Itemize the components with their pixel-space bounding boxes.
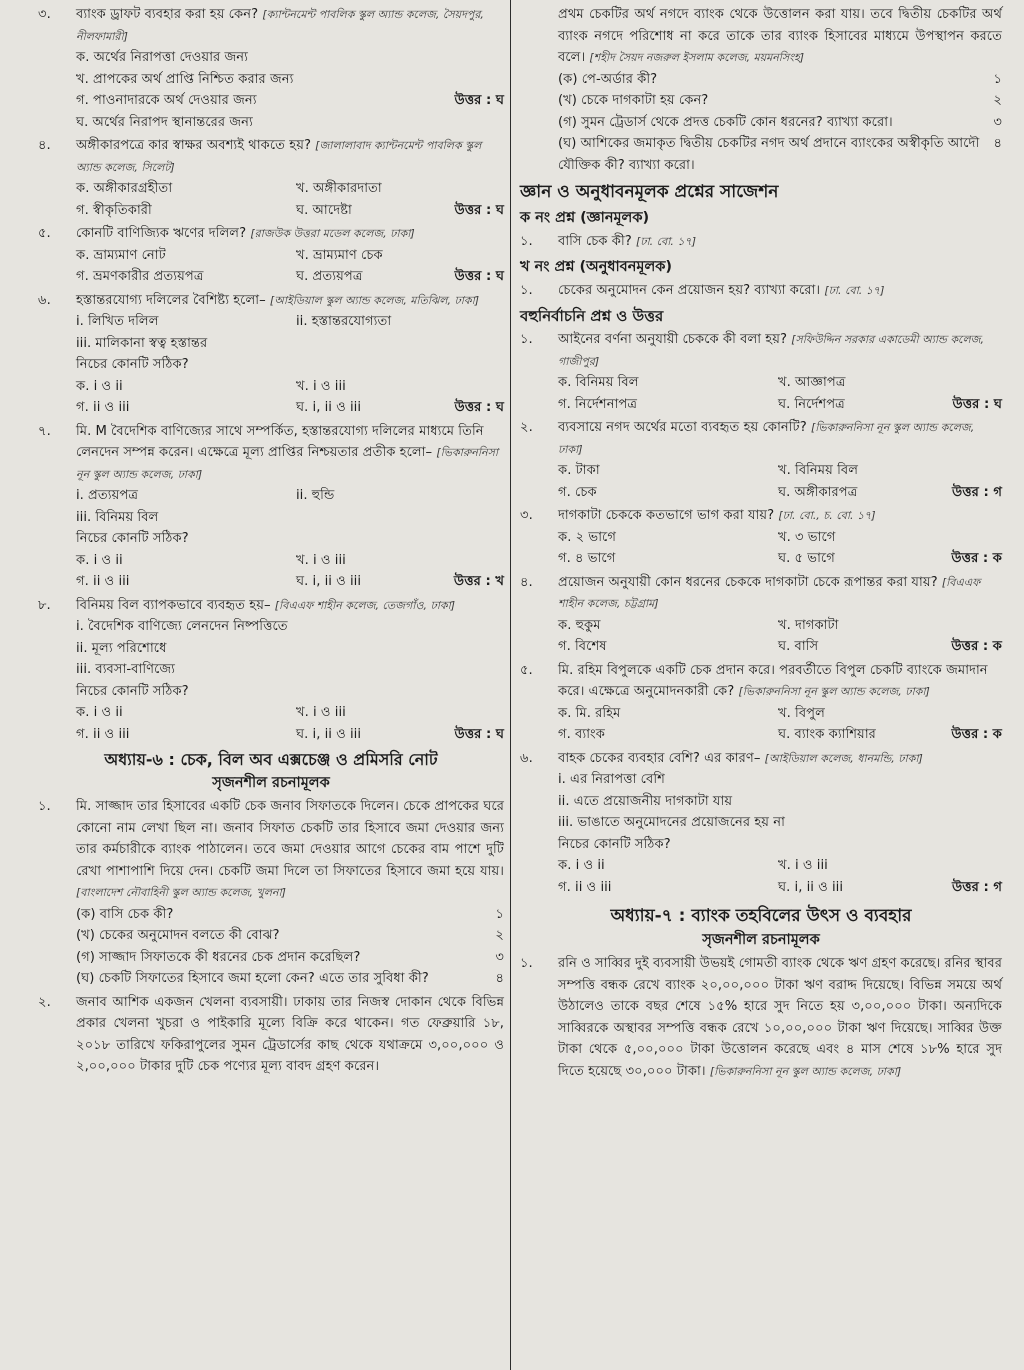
question-number: ১.	[520, 234, 533, 249]
option: খ. প্রাপকের অর্থ প্রাপ্তি নিশ্চিত করার জন্য	[76, 71, 294, 87]
question-number: ৮.	[38, 597, 51, 613]
option: গ. ভ্রমণকারীর প্রত্যয়পত্র	[76, 269, 204, 284]
option: ক. টাকা	[558, 463, 600, 478]
question-text: প্রয়োজন অনুযায়ী কোন ধরনের চেককে দাগকাটা চেকে রূপান্তর করা যায়?	[558, 574, 938, 590]
question-text: দাগকাটা চেককে কতভাগে ভাগ করা যায়?	[558, 508, 775, 523]
option: ঘ. নির্দেশপত্র	[778, 396, 845, 412]
option: ক. হুকুম	[558, 617, 601, 633]
sub-question	[558, 112, 1002, 134]
option: ঘ. i, ii ও iii	[778, 879, 843, 895]
question-number: ১.	[520, 283, 533, 298]
answer: উত্তর : ক	[951, 639, 1002, 654]
option: খ. i ও iii	[296, 552, 346, 568]
sub-question	[558, 133, 1002, 176]
source-note: [ঢা. বো. ১৭]	[824, 284, 885, 297]
source-note: [বিএএফ শাহীন কলেজ, চট্টগ্রাম]	[558, 575, 981, 610]
statement: iii. মালিকানা স্বত্ব হস্তান্তর	[76, 335, 208, 351]
option: ঘ. i, ii ও iii	[296, 726, 361, 742]
option: ঘ. i, ii ও iii	[296, 400, 361, 415]
chapter-6-subtitle: সৃজনশীল রচনামূলক	[212, 774, 330, 791]
stem-text	[558, 953, 1002, 1082]
marks: ৩	[993, 114, 1002, 130]
option: ক. i ও ii	[76, 552, 123, 568]
mcq-8	[38, 595, 504, 746]
question-number: ১.	[520, 956, 533, 971]
source-note: [বাংলাদেশ নৌবাহিনী স্কুল অ্যান্ড কলেজ, খুলনা]	[76, 886, 286, 899]
question-number: ১.	[520, 332, 533, 347]
sub-question-text: (খ) চেকে দাগকাটা হয় কেন?	[558, 93, 709, 108]
statement: ii. হুন্ডি	[296, 488, 335, 503]
statement: ii. মূল্য পরিশোধে	[76, 640, 167, 656]
option: ক. অর্থের নিরাপত্তা দেওয়ার জন্য	[76, 50, 248, 65]
question-text: হস্তান্তরযোগ্য দলিলের বৈশিষ্ট্য হলো–	[76, 292, 266, 308]
sub-question	[76, 925, 504, 947]
option: খ. i ও iii	[296, 378, 346, 394]
marks: ২	[495, 928, 504, 943]
question-number: ২.	[520, 420, 533, 435]
option: ঘ. প্রত্যয়পত্র	[296, 269, 363, 284]
answer: উত্তর : ঘ	[454, 726, 504, 742]
option: গ. ii ও iii	[76, 400, 130, 415]
marks: ১	[495, 906, 504, 922]
answer: উত্তর : ঘ	[454, 93, 504, 108]
sub-question-text: (খ) চেকের অনুমোদন বলতে কী বোঝ?	[76, 928, 280, 943]
statement: ii. হস্তান্তরযোগ্যতা	[296, 314, 392, 329]
option: ঘ. ৫ ভাগে	[778, 551, 835, 566]
source-note: [শহীদ সৈয়দ নজরুল ইসলাম কলেজ, ময়মনসিংহ]	[589, 51, 805, 64]
mcq-r2	[520, 417, 1002, 503]
question-number: ২.	[38, 994, 51, 1010]
question-text: মি. রহিম বিপুলকে একটি চেক প্রদান করে। পরবর্তীতে বিপুল চেকটি ব্যাংকে জমাদান করে। এক্ষেত্রে অনুমোদনকারী কে?	[558, 662, 988, 699]
option: গ. ii ও iii	[76, 574, 130, 589]
question-number: ৪.	[520, 574, 533, 590]
question-text: আইনের বর্ণনা অনুযায়ী চেককে কী বলা হয়?	[558, 332, 787, 347]
option: ঘ. আদেষ্টা	[296, 202, 352, 218]
mcq-7	[38, 421, 504, 593]
option: খ. দাগকাটা	[778, 617, 839, 633]
sub-question-text: (ক) বাসি চেক কী?	[76, 906, 174, 922]
option: খ. বিনিময় বিল	[778, 463, 859, 478]
stem-text	[76, 796, 504, 904]
option: খ. ৩ ভাগে	[778, 529, 836, 545]
source-note: [জালালাবাদ ক্যান্টনমেন্ট পাবলিক স্কুল অ্যান্ড কলেজ, সিলেট]	[76, 139, 482, 174]
question-ask: নিচের কোনটি সঠিক?	[76, 683, 189, 699]
option: ক. i ও ii	[76, 378, 123, 394]
option: ক. i ও ii	[558, 858, 605, 873]
marks: ৪	[993, 136, 1002, 151]
sub-question	[76, 947, 504, 969]
option: ক. ভ্রাম্যমাণ নোট	[76, 247, 166, 263]
option: গ. বিশেষ	[558, 639, 607, 654]
question-text: অঙ্গীকারপত্রে কার স্বাক্ষর অবশ্যই থাকতে হয়?	[76, 138, 311, 153]
creative-question-ch7-1	[520, 953, 1002, 1082]
marks: ৪	[495, 971, 504, 986]
option: ঘ. অর্থের নিরাপদ স্থানান্তরের জন্য	[76, 114, 253, 130]
mcq-r6	[520, 748, 1002, 899]
option: গ. স্বীকৃতিকারী	[76, 202, 152, 218]
question-number: ১.	[38, 799, 51, 814]
source-note: [ঢা. বো. ১৭]	[635, 235, 696, 248]
statement: i. বৈদেশিক বাণিজ্যে লেনদেন নিষ্পত্তিতে	[76, 619, 288, 634]
question-text: বিনিময় বিল ব্যাপকভাবে ব্যবহৃত হয়–	[76, 597, 271, 613]
question-number: ৭.	[38, 423, 51, 439]
option: ক. মি. রহিম	[558, 705, 621, 721]
source-note: [ভিকারুননিসা নূন স্কুল অ্যান্ড কলেজ, ঢাকা]	[558, 421, 975, 456]
answer: উত্তর : ক	[951, 727, 1002, 742]
stem-paragraph: রনি ও সাব্বির দুই ব্যবসায়ী উভয়ই গোমতী ব্যাংক থেকে ঋণ গ্রহণ করেছে। রনির স্থাবর সম্পত্তি বন্ধক রেখে ব্যাংক ২০,০০,০০০ টাকা ঋণ বরাদ্দ দিয়েছে। বিভিন্ন সময়ে অর্থ উঠালেও তাকে বছর শেষে ১৫% হারে সুদ নিতে হয় ৩,০০,০০০ টাকা। অন্যদিকে সাব্বিরকে অস্থাবর সম্পত্তি বন্ধক রেখে ১০,০০,০০০ টাকা ঋণ দিয়েছে। সাব্বির উক্ত টাকা থেকে ৫,০০,০০০ টাকা উত্তোলন করেছে এবং ৪ মাস শেষে ১৮% হারে সুদ দিতে হয়েছে ৩০,০০০ টাকা।	[558, 956, 1002, 1079]
source-note: [ক্যান্টনমেন্ট পাবলিক স্কুল অ্যান্ড কলেজ, সৈয়দপুর, নীলফামারী]	[76, 8, 484, 43]
statement: ii. এতে প্রয়োজনীয় দাগকাটা যায়	[558, 793, 733, 809]
option: খ. অঙ্গীকারদাতা	[296, 181, 382, 196]
question-text: মি. M বৈদেশিক বাণিজ্যের সাথে সম্পর্কিত, হস্তান্তরযোগ্য দলিলের মাধ্যমে তিনি লেনদেন সম্পন্ন করেন। এক্ষেত্রে মূল্য প্রাপ্তির নিশ্চয়তার প্রতীক হলো–	[76, 423, 484, 460]
option: ঘ. অঙ্গীকারপত্র	[778, 484, 858, 500]
mcq-6	[38, 290, 504, 419]
sub-question	[558, 69, 1002, 91]
source-note: [রাজউক উত্তরা মডেল কলেজ, ঢাকা]	[250, 227, 415, 240]
question-number: ৪.	[38, 138, 51, 153]
option: গ. চেক	[558, 484, 597, 500]
source-note: [ভিকারুননিসা নূন স্কুল অ্যান্ড কলেজ, ঢাকা]	[738, 685, 930, 698]
stem-text	[558, 4, 1002, 69]
option: ক. অঙ্গীকারগ্রহীতা	[76, 181, 173, 196]
option: গ. পাওনাদারকে অর্থ দেওয়ার জন্য	[76, 93, 257, 108]
right-column	[520, 4, 1002, 1084]
mcq-r1	[520, 329, 1002, 415]
sub-question-text: (ঘ) চেকটি সিফাতের হিসাবে জমা হলো কেন? এতে তার সুবিধা কী?	[76, 971, 429, 986]
sub-question	[76, 968, 504, 990]
statement: iii. বিনিময় বিল	[76, 509, 159, 525]
question-text: ব্যবসায়ে নগদ অর্থের মতো ব্যবহৃত হয় কোনটি?	[558, 420, 807, 435]
sub-question	[558, 90, 1002, 112]
option: গ. ii ও iii	[76, 726, 130, 742]
knowledge-question-heading: ক নং প্রশ্ন (জ্ঞানমূলক)	[520, 209, 650, 226]
creative-question-2-continued	[520, 4, 1002, 176]
sub-question	[76, 904, 504, 926]
suggestion-title: জ্ঞান ও অনুধাবনমূলক প্রশ্নের সাজেশন	[520, 182, 779, 202]
creative-question-2	[38, 992, 504, 1078]
statement: iii. ব্যবসা-বাণিজ্যে	[76, 662, 176, 677]
question-ask: নিচের কোনটি সঠিক?	[558, 836, 671, 852]
left-column	[38, 4, 504, 1080]
source-note: [ভিকারুননিসা নূন স্কুল অ্যান্ড কলেজ, ঢাকা]	[76, 446, 499, 481]
option: খ. i ও iii	[296, 705, 346, 720]
question-number: ৩.	[38, 7, 51, 22]
chapter-7-subtitle: সৃজনশীল রচনামূলক	[702, 931, 820, 948]
sub-question-text: (ক) পে-অর্ডার কী?	[558, 71, 658, 87]
option: গ. ৪ ভাগে	[558, 551, 616, 566]
question-number: ৬.	[38, 292, 51, 308]
stem-paragraph: জনাব আশিক একজন খেলনা ব্যবসায়ী। ঢাকায় তার নিজস্ব দোকান থেকে বিভিন্ন প্রকার খেলনা খুচরা ও পাইকারি মূল্যে বিক্রি করে থাকেন। গত ফেব্রুয়ারি ১৮, ২০১৮ তারিখে ফকিরাপুলের সুমন ট্রেডার্সের কাছ থেকে যথাক্রমে ৩,০০,০০০ ও ২,০০,০০০ টাকার দুটি চেক পণ্যের মূল্য বাবদ গ্রহণ করেন।	[76, 994, 504, 1074]
statement: i. লিখিত দলিল	[76, 314, 159, 329]
mcq-r5	[520, 660, 1002, 746]
question-number: ৫.	[520, 662, 533, 678]
question-ask: নিচের কোনটি সঠিক?	[76, 357, 189, 372]
mcq-3	[38, 4, 504, 133]
question-text: বাহক চেকের ব্যবহার বেশি? এর কারণ–	[558, 750, 761, 766]
statement: i. এর নিরাপত্তা বেশি	[558, 772, 665, 787]
source-note: [ঢা. বো., চ. বো. ১৭]	[778, 509, 876, 522]
comprehension-question-heading: খ নং প্রশ্ন (অনুধাবনমূলক)	[520, 258, 673, 275]
source-note: [বিএএফ শাহীন কলেজ, তেজগাঁও, ঢাকা]	[274, 598, 456, 612]
answer: উত্তর : ঘ	[454, 400, 504, 415]
answer: উত্তর : ক	[951, 551, 1002, 566]
stem-paragraph: মি. সাজ্জাদ তার হিসাবের একটি চেক জনাব সিফাতকে দিলেন। চেকে প্রাপকের ঘরে কোনো নাম লেখা ছিল না। জনাব সিফাত চেকটি তার হিসাবে জমা দেওয়ার জন্য তার কর্মচারীকে ব্যাংক পাঠালেন। তবে জমা দেওয়ার আগে চেকের বাম পাশে দুটি রেখা পাশাপাশি দিয়ে দেন। চেকটি জমা দিলে তা সিফাতের হিসাবে জমা হয়ে যায়।	[76, 799, 504, 879]
comprehension-question-1	[520, 280, 1002, 302]
option: ক. ২ ভাগে	[558, 529, 616, 545]
mcq-heading: বহুনির্বাচনি প্রশ্ন ও উত্তর	[520, 306, 664, 325]
sub-question-text: (ঘ) আশিকের জমাকৃত দ্বিতীয় চেকটির নগদ অর্থ প্রদানে ব্যাংকের অস্বীকৃতি আদৌ যৌক্তিক কী? ব্যাখ্যা করো।	[558, 136, 980, 173]
chapter-6-title: অধ্যায়-৬ : চেক, বিল অব এক্সচেঞ্জ ও প্রমিসরি নোট	[104, 750, 438, 769]
source-note: [সফিউদ্দিন সরকার একাডেমী অ্যান্ড কলেজ, গাজীপুর]	[558, 333, 984, 368]
option: ঘ. বাসি	[778, 639, 819, 654]
option: খ. ভ্রাম্যমাণ চেক	[296, 247, 383, 263]
answer: উত্তর : খ	[453, 574, 504, 589]
question-text: কোনটি বাণিজ্যিক ঋণের দলিল?	[76, 226, 247, 241]
creative-question-1	[38, 796, 504, 990]
question-number: ৩.	[520, 508, 533, 523]
answer: উত্তর : ঘ	[454, 269, 504, 284]
mcq-4	[38, 135, 504, 221]
question-text: ব্যাংক ড্রাফট ব্যবহার করা হয় কেন?	[76, 7, 259, 22]
mcq-r3	[520, 505, 1002, 570]
answer: উত্তর : গ	[951, 484, 1002, 500]
answer: উত্তর : ঘ	[454, 202, 504, 218]
option: ঘ. i, ii ও iii	[296, 574, 361, 589]
answer: উত্তর : গ	[951, 879, 1002, 895]
knowledge-question-1	[520, 231, 1002, 253]
source-note: [আইডিয়াল কলেজ, ধানমন্ডি, ঢাকা]	[764, 751, 923, 765]
chapter-7-title: অধ্যায়-৭ : ব্যাংক তহবিলের উৎস ও ব্যবহার	[610, 906, 912, 926]
statement: i. প্রত্যয়পত্র	[76, 488, 139, 503]
statement: iii. ভাঙাতে অনুমোদনের প্রয়োজনের হয় না	[558, 815, 785, 830]
option: খ. আজ্ঞাপত্র	[778, 375, 846, 390]
marks: ১	[993, 71, 1002, 87]
option: গ. ii ও iii	[558, 879, 612, 895]
option: ক. i ও ii	[76, 705, 123, 720]
question-number: ৫.	[38, 226, 51, 241]
marks: ২	[993, 93, 1002, 108]
column-divider	[510, 0, 511, 1370]
sub-question-text: (গ) সুমন ট্রেডার্স থেকে প্রদত্ত চেকটি কোন ধরনের? ব্যাখ্যা করো।	[558, 114, 893, 130]
option: খ. বিপুল	[778, 705, 825, 721]
option: গ. ব্যাংক	[558, 727, 605, 742]
option: ক. বিনিময় বিল	[558, 375, 639, 390]
question-text: চেকের অনুমোদন কেন প্রয়োজন হয়? ব্যাখ্যা করো।	[558, 283, 821, 298]
option: গ. নির্দেশনাপত্র	[558, 396, 638, 412]
mcq-r4	[520, 572, 1002, 658]
stem-paragraph: প্রথম চেকটির অর্থ নগদে ব্যাংক থেকে উত্তোলন করা যায়। তবে দ্বিতীয় চেকটির অর্থ ব্যাংক নগদে পরিশোধ না করে তাকে তার ব্যাংক হিসাবের মাধ্যমে উপস্থাপন করতে বলে।	[558, 7, 1002, 65]
sub-question-text: (গ) সাজ্জাদ সিফাতকে কী ধরনের চেক প্রদান করেছিল?	[76, 949, 361, 965]
answer: উত্তর : ঘ	[952, 396, 1002, 412]
option: ঘ. ব্যাংক ক্যাশিয়ার	[778, 727, 876, 742]
mcq-5	[38, 223, 504, 288]
source-note: [আইডিয়াল স্কুল অ্যান্ড কলেজ, মতিঝিল, ঢাকা]	[269, 293, 480, 307]
source-note: [ভিকারুননিসা নূন স্কুল অ্যান্ড কলেজ, ঢাকা]	[709, 1064, 902, 1078]
question-number: ৬.	[520, 750, 533, 766]
marks: ৩	[495, 949, 504, 965]
question-text: বাসি চেক কী?	[558, 234, 632, 249]
question-ask: নিচের কোনটি সঠিক?	[76, 531, 189, 546]
option: খ. i ও iii	[778, 858, 828, 873]
